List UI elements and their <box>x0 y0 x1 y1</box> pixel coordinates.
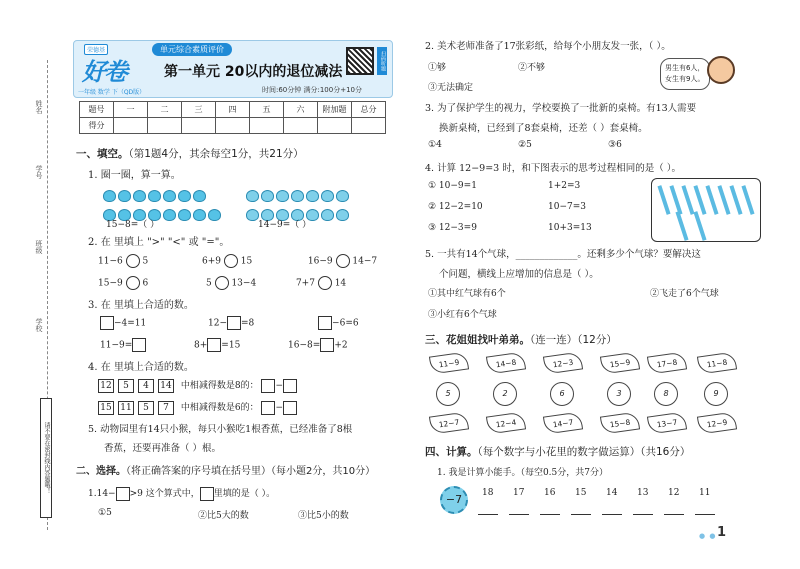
q2-3-option-2[interactable]: ②5 <box>518 140 532 150</box>
score-header-cell: 题号 <box>80 102 114 118</box>
expr: +2 <box>334 340 348 351</box>
calc-number: 13 <box>637 488 649 498</box>
stick-icon <box>669 185 682 215</box>
compare-circle[interactable] <box>336 254 350 268</box>
expr: 15−9 <box>98 278 123 289</box>
qr-label: 扫码听题 <box>377 47 387 75</box>
expr: 11−6 <box>98 256 123 267</box>
speech-bubble <box>660 58 710 90</box>
answer-blank[interactable] <box>602 514 622 515</box>
calc-number: 17 <box>513 488 525 498</box>
apple-icon <box>148 190 161 202</box>
expr: =8 <box>241 318 255 329</box>
answer-box[interactable] <box>200 487 214 501</box>
answer-box[interactable] <box>318 316 332 330</box>
q1-2-row2 <box>98 276 346 290</box>
q4-1-text: 1. 我是计算小能手。（每空0.5分，共7分） <box>437 468 608 478</box>
q2-1-option-3[interactable]: ③比5小的数 <box>298 511 349 521</box>
q1-1-text: 1. 圈一圈，算一算。 <box>88 170 181 181</box>
answer-box[interactable] <box>283 379 297 393</box>
number-box: 5 <box>138 401 154 415</box>
orange-icon <box>321 190 334 202</box>
q1-4-row2: 15 11 5 7 中相减得数是6的： − <box>98 400 297 415</box>
expr: 16−8= <box>288 340 321 351</box>
orange-icon <box>246 190 259 202</box>
q1-4-row1: 12 5 4 14 中相减得数是8的： − <box>98 378 297 393</box>
answer-blank[interactable] <box>695 514 715 515</box>
leaf-bottom[interactable]: 13−7 <box>647 411 687 434</box>
orange-icon <box>321 209 334 221</box>
q1-5-text-b: 香蕉，还要再准备（ ）根。 <box>104 443 222 454</box>
q1-1-answer-a[interactable]: 15−8=（ ） <box>106 220 160 230</box>
calc-number: 14 <box>606 488 618 498</box>
stick-icon <box>675 211 688 241</box>
compare-circle[interactable] <box>318 276 332 290</box>
q2-3-option-1[interactable]: ①4 <box>428 140 442 150</box>
apple-icon <box>178 190 191 202</box>
answer-box[interactable] <box>207 338 221 352</box>
expr: 12− <box>208 318 228 329</box>
girl-avatar-icon <box>707 56 735 84</box>
compare-circle[interactable] <box>215 276 229 290</box>
number-box: 15 <box>98 401 114 415</box>
leaf-bottom[interactable]: 14−7 <box>543 411 583 434</box>
stick-icon <box>681 185 694 215</box>
answer-blank[interactable] <box>540 514 560 515</box>
score-header-cell: 总分 <box>352 102 386 118</box>
flower-number[interactable]: 9 <box>704 382 728 406</box>
score-header-cell: 六 <box>284 102 318 118</box>
expr: 13−4 <box>231 278 257 289</box>
compare-circle[interactable] <box>224 254 238 268</box>
apple-icon <box>163 190 176 202</box>
q2-3-text-a: 3. 为了保护学生的视力，学校要换了一批新的桌椅。有13人需要 <box>425 103 697 114</box>
q1-3-row2 <box>100 338 348 352</box>
expr: 14−7 <box>352 256 378 267</box>
q4-text: 中相减得数是8的： <box>180 381 259 391</box>
compare-circle[interactable] <box>126 254 140 268</box>
side-name-label: 姓名 <box>35 100 43 114</box>
expr: 5 <box>142 256 149 267</box>
q1-1-answer-b[interactable]: 14−9=（ ） <box>258 220 312 230</box>
expr: 6+9 <box>201 256 221 267</box>
expr: 11−9= <box>100 340 133 351</box>
q2-1-text: 1.14− >9 这个算式中， 里填的是（ ）。 <box>88 486 275 501</box>
leaf-top[interactable]: 17−8 <box>647 351 687 374</box>
apple-icon <box>163 209 176 221</box>
number-box: 4 <box>138 379 154 393</box>
score-header-cell: 三 <box>182 102 216 118</box>
apple-icon <box>118 190 131 202</box>
section-4-heading: 四、计算。（每个数字与小花里的数字做运算）（共16分） <box>425 446 691 458</box>
expr: 7+7 <box>295 278 315 289</box>
answer-box[interactable] <box>227 316 241 330</box>
score-header-cell: 四 <box>216 102 250 118</box>
page-header <box>73 40 393 98</box>
answer-box[interactable] <box>283 401 297 415</box>
expr: 14 <box>334 278 347 289</box>
q2-3-text-b: 换新桌椅，已经到了8套桌椅，还差（ ）套桌椅。 <box>439 123 648 134</box>
side-notice: 请不要在密封线内答题哦！ <box>40 398 52 518</box>
q1-5-text-a: 5. 动物园里有14只小猴，每只小猴吃1根香蕉，已经准备了8根 <box>88 424 353 435</box>
answer-box[interactable] <box>261 379 275 393</box>
orange-icon <box>336 190 349 202</box>
leaf-top[interactable]: 14−8 <box>486 351 526 374</box>
q2-5-option-2[interactable]: ②飞走了6个气球 <box>650 289 719 299</box>
orange-icon <box>306 190 319 202</box>
brand-name: 好卷 <box>82 58 126 86</box>
flower-number[interactable]: 5 <box>436 382 460 406</box>
answer-box[interactable] <box>320 338 334 352</box>
score-header-cell: 五 <box>250 102 284 118</box>
stick-icon <box>729 185 742 215</box>
number-box: 14 <box>158 379 174 393</box>
q1-3-row1 <box>100 316 359 330</box>
brand-logo <box>78 44 146 96</box>
expr: 8+ <box>194 340 208 351</box>
brand-tag: 荣德基 <box>84 44 108 55</box>
q2-4-option-3a[interactable]: ③ 12−3=9 <box>428 223 477 233</box>
leaf-bottom[interactable]: 12−4 <box>486 411 526 434</box>
leaf-bottom[interactable]: 12−7 <box>429 411 469 434</box>
apple-icon <box>193 190 206 202</box>
counting-sticks-figure <box>651 178 761 242</box>
score-input-cell[interactable] <box>114 118 148 134</box>
orange-icon <box>261 190 274 202</box>
score-header-cell: 二 <box>148 102 182 118</box>
number-box: 12 <box>98 379 114 393</box>
q2-4-option-3b: 10+3=13 <box>548 223 592 233</box>
q2-4-option-2b: 10−7=3 <box>548 202 586 212</box>
answer-blank[interactable] <box>478 514 498 515</box>
expr: 16−9 <box>307 256 333 267</box>
score-input-cell[interactable] <box>182 118 216 134</box>
apple-icon <box>193 209 206 221</box>
answer-blank[interactable] <box>509 514 529 515</box>
q2-1-option-1[interactable]: ①5 <box>98 508 112 518</box>
score-input-cell[interactable] <box>284 118 318 134</box>
expr: −6=6 <box>332 318 359 329</box>
q2-4-text: 4. 计算 12−9=3 时，和下图表示的思考过程相同的是（ ）。 <box>425 163 681 174</box>
bubble-text: 男生有6人，女生有9人。 <box>665 64 705 83</box>
q1-3-text: 3. 在 里填上合适的数。 <box>88 300 194 311</box>
calc-number: 18 <box>482 488 494 498</box>
stick-icon <box>741 185 754 215</box>
q4-text: 中相减得数是6的： <box>180 403 259 413</box>
header-banner: 单元综合素质评价 <box>152 43 232 56</box>
score-input-cell[interactable] <box>216 118 250 134</box>
section-3-heading: 三、花姐姐找叶弟弟。（连一连）（12分） <box>425 334 617 346</box>
q2-5-text-b: 个问题，横线上应增加的信息是（ ）。 <box>439 269 599 280</box>
answer-box[interactable] <box>132 338 146 352</box>
exam-meta: 时间:60分钟 满分:100分+10分 <box>262 86 362 94</box>
q2-4-option-2a[interactable]: ② 12−2=10 <box>428 202 483 212</box>
leaf-bottom[interactable]: 12−9 <box>697 411 737 434</box>
q1-4-text: 4. 在 里填上合适的数。 <box>88 362 194 373</box>
q2-3-option-3[interactable]: ③6 <box>608 140 622 150</box>
orange-icon <box>336 209 349 221</box>
section-2-heading: 二、选择。（将正确答案的序号填在括号里）（每小题2分，共10分） <box>76 466 376 477</box>
score-input-cell[interactable] <box>352 118 386 134</box>
q2-2-text: 2. 美术老师准备了17张彩纸，给每个小朋友发一张，（ ）。 <box>425 41 671 52</box>
leaf-top[interactable]: 11−9 <box>429 351 469 374</box>
number-box: 11 <box>118 401 134 415</box>
calc-number: 15 <box>575 488 587 498</box>
center-flower: −7 <box>440 486 468 514</box>
score-table <box>79 101 386 134</box>
side-study-label: 学号 <box>35 165 43 179</box>
apple-icon <box>133 190 146 202</box>
apple-icon <box>103 190 116 202</box>
expr: =15 <box>221 340 241 351</box>
expr: 15 <box>240 256 253 267</box>
flower-number[interactable]: 8 <box>654 382 678 406</box>
compare-circle[interactable] <box>126 276 140 290</box>
q2-2-option-2[interactable]: ②不够 <box>518 63 546 73</box>
answer-box[interactable] <box>100 316 114 330</box>
number-box: 7 <box>158 401 174 415</box>
side-school-label: 学校 <box>35 318 43 332</box>
expr: −4=11 <box>114 318 147 329</box>
answer-box[interactable] <box>116 487 130 501</box>
q1-2-row1 <box>98 254 377 268</box>
q2-4-option-1b: 1+2=3 <box>548 181 581 191</box>
q1-2-text: 2. 在 里填上 ">" "<" 或 "="。 <box>88 237 230 248</box>
q2-5-text-a: 5. 一共有14个气球，_____________。还剩多少个气球？要解决这 <box>425 249 701 260</box>
q2-2-option-3[interactable]: ③无法确定 <box>428 83 474 93</box>
q2-4-option-1a[interactable]: ① 10−9=1 <box>428 181 477 191</box>
flower-number[interactable]: 6 <box>550 382 574 406</box>
stick-icon <box>717 185 730 215</box>
score-header-cell: 一 <box>114 102 148 118</box>
grade-label: 一年级 数学 下（QD版） <box>78 89 146 96</box>
flower-number[interactable]: 2 <box>493 382 517 406</box>
apple-icon <box>178 209 191 221</box>
score-header-cell: 附加题 <box>318 102 352 118</box>
orange-icon <box>276 190 289 202</box>
answer-blank[interactable] <box>664 514 684 515</box>
page-number: 1 <box>717 525 727 540</box>
page-dots: ● ● <box>699 532 717 540</box>
q2-5-option-1[interactable]: ①其中红气球有6个 <box>428 289 506 299</box>
score-input-cell[interactable] <box>250 118 284 134</box>
leaf-bottom[interactable]: 15−8 <box>600 411 640 434</box>
calc-number: 11 <box>699 488 711 498</box>
orange-icon <box>291 190 304 202</box>
section-1-heading: 一、填空。（第1题4分，其余每空1分，共21分） <box>76 148 304 160</box>
qr-code-icon <box>346 47 374 75</box>
calc-number: 12 <box>668 488 680 498</box>
flower-number[interactable]: 3 <box>607 382 631 406</box>
page-title: 第一单元 20以内的退位减法 <box>164 64 343 80</box>
score-input-cell[interactable] <box>318 118 352 134</box>
q2-5-option-3[interactable]: ③小红有6个气球 <box>428 310 497 320</box>
number-box: 5 <box>118 379 134 393</box>
stick-icon <box>693 211 706 241</box>
answer-blank[interactable] <box>633 514 653 515</box>
q2-2-option-1[interactable]: ①够 <box>428 63 447 73</box>
stick-icon <box>705 185 718 215</box>
answer-blank[interactable] <box>571 514 591 515</box>
calc-number: 16 <box>544 488 556 498</box>
score-label-cell: 得分 <box>80 118 114 134</box>
expr: 6 <box>142 278 149 289</box>
side-class-label: 班级 <box>35 240 43 254</box>
score-input-cell[interactable] <box>148 118 182 134</box>
q2-1-option-2[interactable]: ②比5大的数 <box>198 511 249 521</box>
leaf-top[interactable]: 15−9 <box>600 351 640 374</box>
leaf-top[interactable]: 12−3 <box>543 351 583 374</box>
answer-box[interactable] <box>261 401 275 415</box>
apple-icon <box>208 209 221 221</box>
stick-icon <box>657 185 670 215</box>
expr: 5 <box>205 278 212 289</box>
leaf-top[interactable]: 11−8 <box>697 351 737 374</box>
